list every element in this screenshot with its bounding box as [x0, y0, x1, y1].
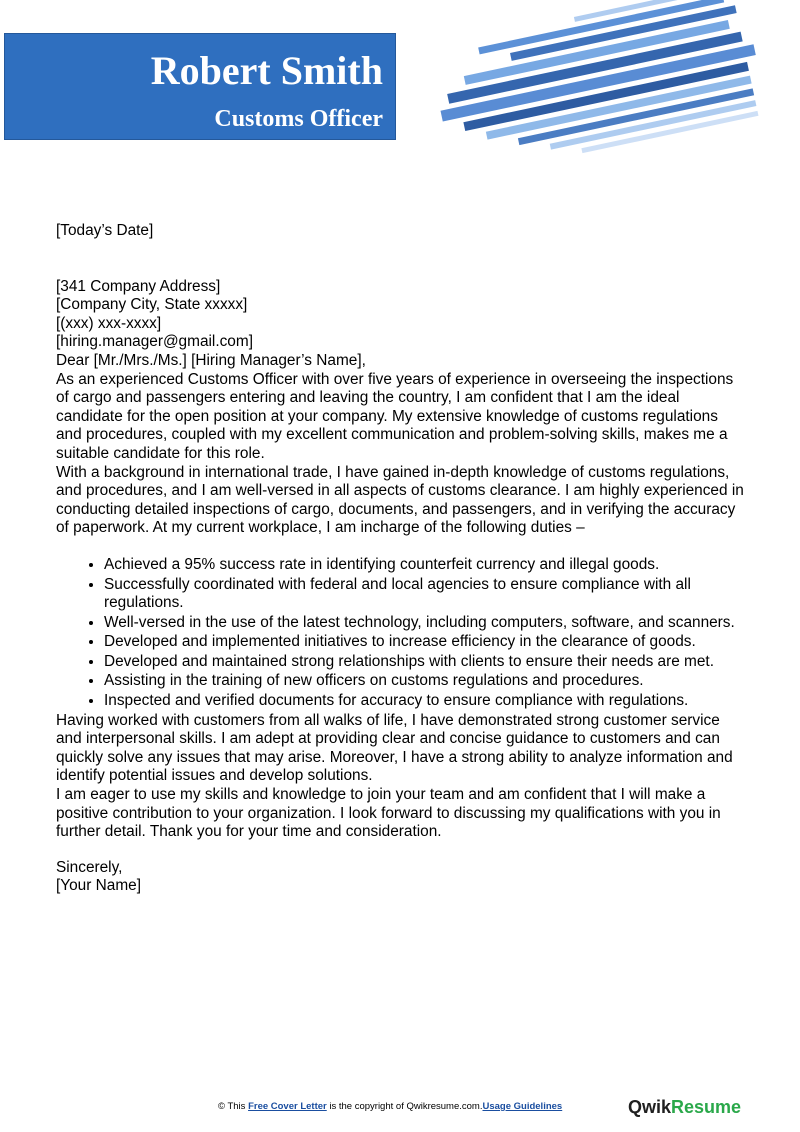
recipient-address [56, 278, 746, 352]
address-line: [341 Company Address] [56, 277, 221, 295]
list-item: • Well-versed in the use of the latest technology, including computers, software, and scanners. [104, 614, 746, 633]
logo-part-qwik: Qwik [628, 1097, 672, 1117]
list-item: • Inspected and verified documents for accuracy to ensure compliance with regulations. [104, 692, 746, 711]
paragraph-intro: As an experienced Customs Officer with over five years of experience in overseeing the inspections of cargo and passengers entering and leaving the country, I am confident that I am the ideal candidate for the open position at your company. My extensive knowledge of customs regulations and procedures, coupled with my excellent communication and problem-solving skills, makes me a suitable candidate for this role. [56, 370, 734, 462]
header-banner [4, 33, 396, 140]
letter-body [56, 222, 746, 896]
address-line: [(xxx) xxx-xxxx] [56, 314, 162, 332]
list-item: • Developed and maintained strong relationships with clients to ensure their needs are met. [104, 653, 746, 672]
paragraph-closing: I am eager to use my skills and knowledge to join your team and am confident that I will make a positive contribution to your organization. I look forward to discussing my qualifications with you in further detail. Thank you for your time and consideration. [56, 786, 721, 841]
address-line: [Company City, State xxxxx] [56, 296, 248, 314]
copyright-middle: is the copyright of Qwikresume.com. [326, 1101, 483, 1112]
paragraph-background: With a background in international trade, I have gained in-depth knowledge of customs regulations, and procedures, and I am well-versed in all aspects of customs clearance. I am highly experienced in conducting detailed inspections of cargo, documents, and passengers, and in verifying the accuracy of paperwork. At my current workplace, I am incharge of the following duties – [56, 463, 744, 537]
list-item: • Assisting in the training of new officers on customs regulations and procedures. [104, 672, 746, 691]
salutation: Dear [Mr./Mrs./Ms.] [Hiring Manager’s Name], [56, 351, 366, 369]
list-item: • Developed and implemented initiatives to increase efficiency in the clearance of goods. [104, 633, 746, 652]
free-cover-letter-link[interactable]: Free Cover Letter [248, 1101, 327, 1112]
signature-name: [Your Name] [56, 877, 141, 895]
qwikresume-logo [628, 1097, 741, 1118]
job-title: Customs Officer [214, 106, 383, 132]
duties-list [56, 556, 746, 711]
letter-date: [Today’s Date] [56, 222, 154, 239]
logo-part-resume: Resume [671, 1097, 742, 1117]
copyright-notice [218, 1101, 562, 1112]
copyright-prefix: © This [218, 1101, 249, 1112]
sign-off [56, 859, 746, 896]
usage-guidelines-link[interactable]: Usage Guidelines [482, 1101, 563, 1112]
applicant-name: Robert Smith [150, 48, 383, 93]
address-line: [hiring.manager@gmail.com] [56, 333, 253, 351]
decorative-stripes-graphic [430, 0, 800, 180]
list-item: • Achieved a 95% success rate in identifying counterfeit currency and illegal goods. [104, 556, 746, 575]
list-item: • Successfully coordinated with federal and local agencies to ensure compliance with all regulations. [104, 576, 746, 613]
paragraph-customer-service: Having worked with customers from all walks of life, I have demonstrated strong customer service and interpersonal skills. I am adept at providing clear and concise guidance to customers and can quickly solve any issues that may arise. Moreover, I have a strong ability to analyze information and identify potential issues and develop solutions. [56, 711, 733, 785]
closing-phrase: Sincerely, [56, 858, 123, 876]
